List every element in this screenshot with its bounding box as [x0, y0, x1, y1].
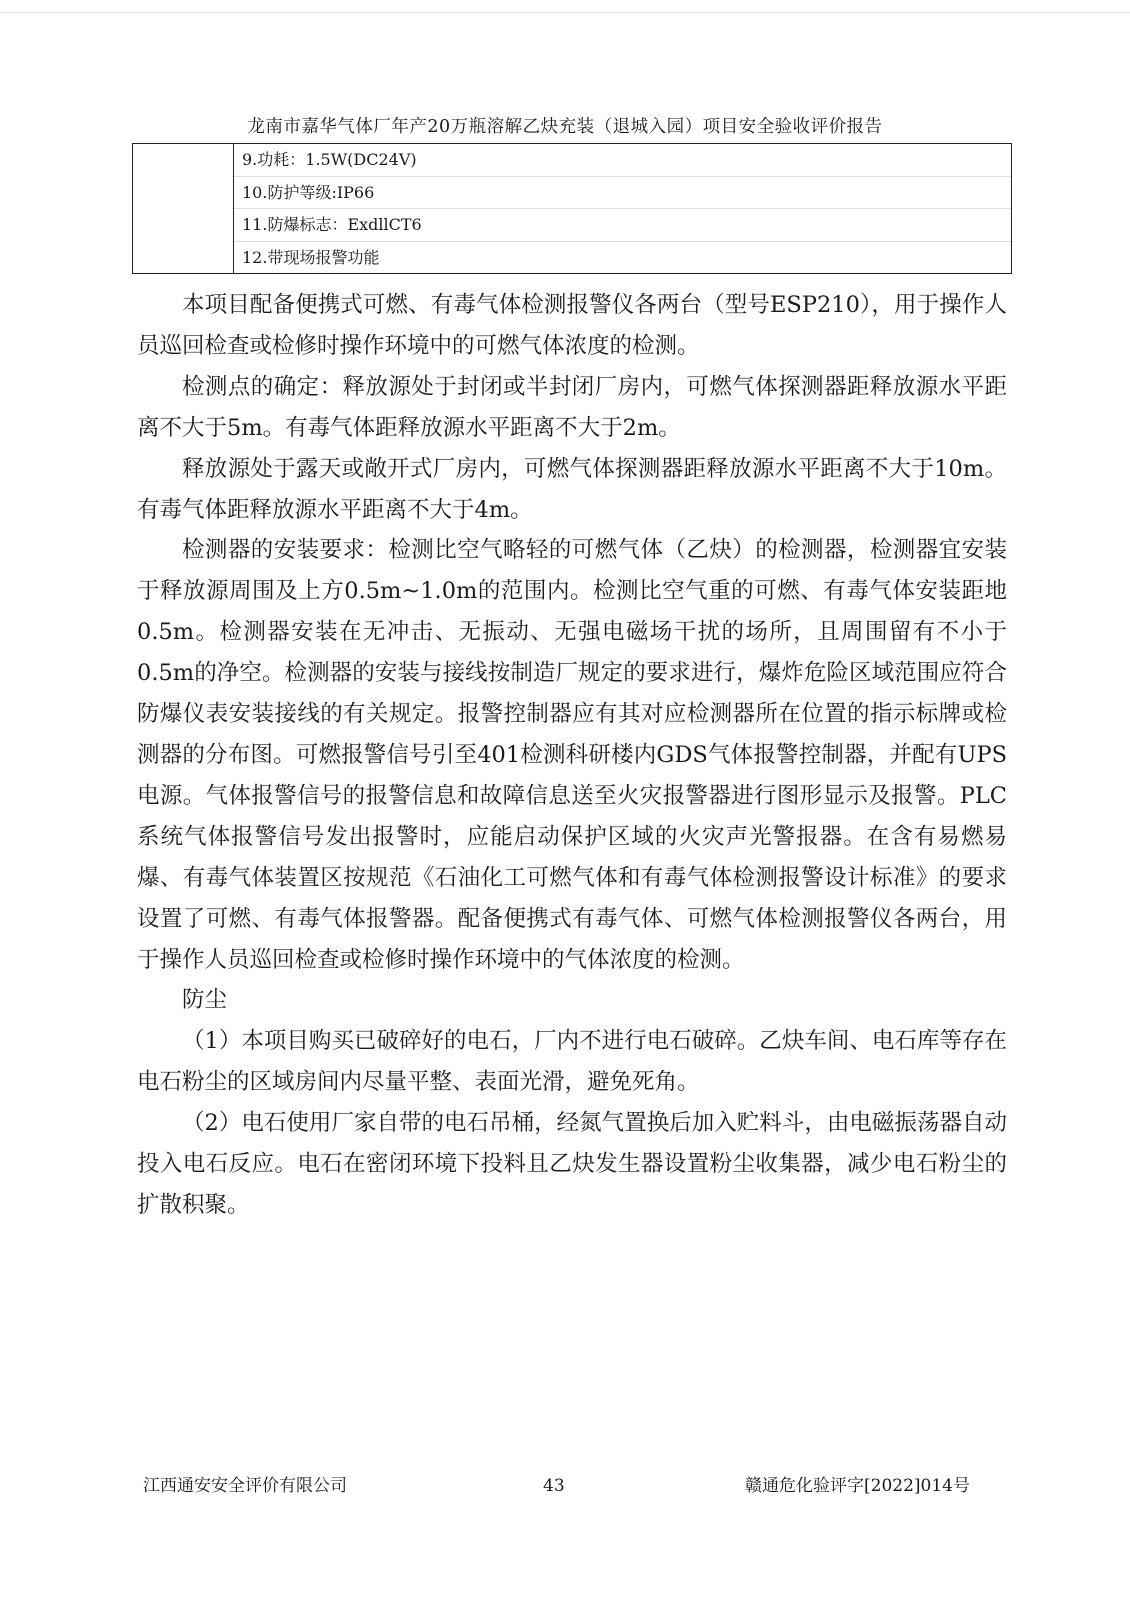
- spec-item: 12.带现场报警功能: [234, 241, 1011, 274]
- top-scan-rule: [0, 12, 1130, 13]
- spec-table: [132, 143, 1012, 274]
- table-empty-cell: [133, 144, 234, 274]
- footer-doc-number: 赣通危化验评字[2022]014号: [745, 1476, 970, 1496]
- section-heading-dustproof: 防尘: [182, 987, 228, 1014]
- paragraph-installation-requirements: 检测器的安装要求：检测比空气略轻的可燃气体（乙炔）的检测器，检测器宜安装于释放源周围及上方0.5m~1.0m的范围内。检测比空气重的可燃、有毒气体安装距地0.5m。检测器安装在无冲击、无振动、无强电磁场干扰的场所，且周围留有不小于0.5m的净空。检测器的安装与接线按制造厂规定的要求进行，爆炸危险区域范围应符合防爆仪表安装接线的有关规定。报警控制器应有其对应检测器所在位置的指示标牌或检测器的分布图。可燃报警信号引至401检测科研楼内GDS气体报警控制器，并配有UPS电源。气体报警信号的报警信息和故障信息送至火灾报警器进行图形显示及报警。PLC系统气体报警信号发出报警时，应能启动保护区域的火灾声光警报器。在含有易燃易爆、有毒气体装置区按规范《石油化工可燃气体和有毒气体检测报警设计标准》的要求设置了可燃、有毒气体报警器。配备便携式有毒气体、可燃气体检测报警仪各两台，用于操作人员巡回检查或检修时操作环境中的气体浓度的检测。: [137, 537, 1007, 973]
- table-spec-cell: [234, 144, 1012, 274]
- table-row: [133, 144, 1012, 274]
- paragraph-portable-detectors: 本项目配备便携式可燃、有毒气体检测报警仪各两台（型号ESP210），用于操作人员巡回检查或检修时操作环境中的可燃气体浓度的检测。: [137, 292, 1007, 359]
- footer-company: 江西通安安全评价有限公司: [143, 1476, 347, 1496]
- spec-item: 10.防护等级:IP66: [234, 176, 1011, 209]
- paragraph-open-release: 释放源处于露天或敞开式厂房内，可燃气体探测器距释放源水平距离不大于10m。有毒气体距释放源水平距离不大于4m。: [137, 455, 1007, 523]
- body-text: [137, 285, 1007, 1226]
- paragraph-dust-item-1: （1）本项目购买已破碎好的电石，厂内不进行电石破碎。乙炔车间、电石库等存在电石粉尘的区域房间内尽量平整、表面光滑，避免死角。: [137, 1028, 1007, 1096]
- paragraph-dust-item-2: （2）电石使用厂家自带的电石吊桶，经氮气置换后加入贮料斗，由电磁振荡器自动投入电石反应。电石在密闭环境下投料且乙炔发生器设置粉尘收集器，减少电石粉尘的扩散积聚。: [137, 1110, 1007, 1218]
- spec-item: 11.防爆标志：ExdllCT6: [234, 208, 1011, 241]
- spec-item: 9.功耗：1.5W(DC24V): [242, 150, 417, 169]
- footer-page-number: 43: [543, 1476, 565, 1496]
- paragraph-detection-point: 检测点的确定：释放源处于封闭或半封闭厂房内，可燃气体探测器距释放源水平距离不大于5m。有毒气体距释放源水平距离不大于2m。: [137, 373, 1007, 441]
- report-header-title: 龙南市嘉华气体厂年产20万瓶溶解乙炔充装（退城入园）项目安全验收评价报告: [247, 117, 883, 137]
